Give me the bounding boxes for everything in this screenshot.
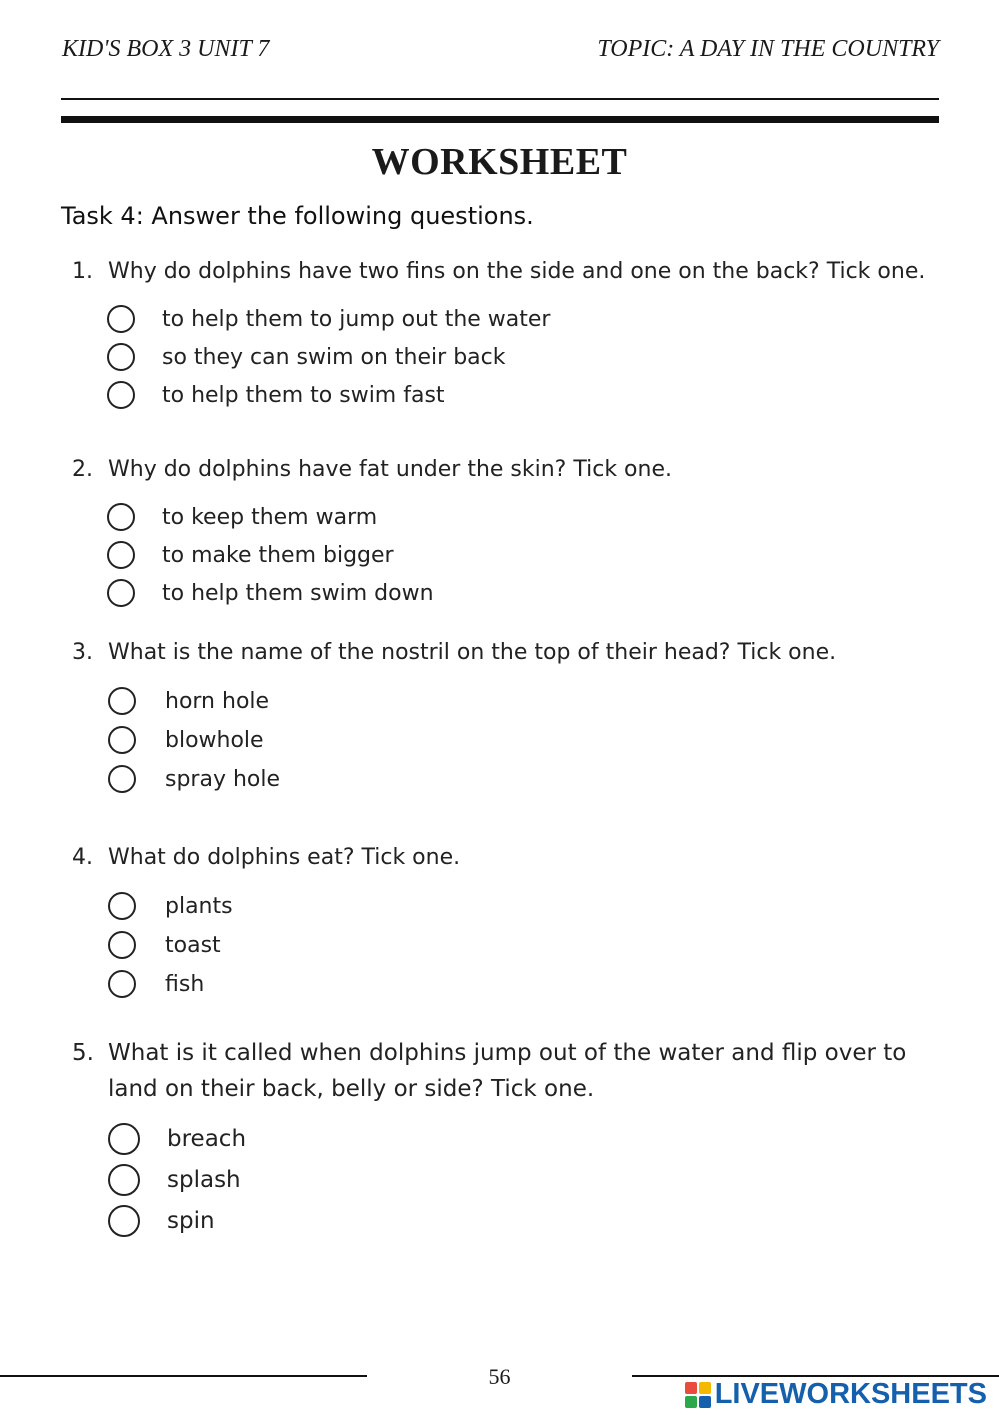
question-4 bbox=[72, 840, 952, 876]
option-label: to help them swim down bbox=[162, 580, 434, 606]
radio-circle-icon[interactable] bbox=[107, 305, 135, 333]
header-divider-thin bbox=[61, 98, 939, 100]
question-number: 3. bbox=[72, 640, 93, 665]
question-2 bbox=[72, 452, 952, 488]
q1-option-1[interactable] bbox=[107, 302, 550, 336]
radio-circle-icon[interactable] bbox=[108, 1164, 140, 1196]
task-instruction: Task 4: Answer the following questions. bbox=[61, 202, 534, 230]
option-label: to help them to jump out the water bbox=[162, 306, 551, 332]
q4-option-2[interactable] bbox=[108, 928, 221, 962]
option-label: to make them bigger bbox=[162, 542, 394, 568]
liveworksheets-logo-icon bbox=[685, 1382, 711, 1408]
radio-circle-icon[interactable] bbox=[108, 931, 136, 959]
q4-option-1[interactable] bbox=[108, 889, 233, 923]
q2-option-1[interactable] bbox=[107, 500, 377, 534]
option-label: splash bbox=[167, 1167, 241, 1193]
option-label: breach bbox=[167, 1126, 247, 1152]
question-text: What is it called when dolphins jump out of the water and flip over to land on their back, belly or side? Tick one. bbox=[108, 1040, 907, 1102]
brand-name: LIVEWORKSHEETS bbox=[714, 1378, 987, 1410]
option-label: toast bbox=[165, 932, 221, 958]
liveworksheets-brand[interactable] bbox=[685, 1378, 987, 1411]
header-divider-thick bbox=[61, 116, 939, 123]
option-label: to keep them warm bbox=[162, 504, 378, 530]
page-number: 56 bbox=[488, 1364, 511, 1389]
question-text: What is the name of the nostril on the top of their head? Tick one. bbox=[108, 640, 837, 665]
header-book-title: KID'S BOX 3 UNIT 7 bbox=[62, 36, 270, 62]
radio-circle-icon[interactable] bbox=[107, 503, 135, 531]
q5-option-2[interactable] bbox=[108, 1163, 241, 1197]
q1-option-2[interactable] bbox=[107, 340, 505, 374]
radio-circle-icon[interactable] bbox=[108, 1205, 140, 1237]
question-text: Why do dolphins have two fins on the side and one on the back? Tick one. bbox=[108, 259, 926, 284]
option-label: to help them to swim fast bbox=[162, 382, 445, 408]
radio-circle-icon[interactable] bbox=[108, 892, 136, 920]
question-3 bbox=[72, 635, 952, 671]
question-text: Why do dolphins have fat under the skin? Tick one. bbox=[108, 457, 672, 482]
radio-circle-icon[interactable] bbox=[108, 726, 136, 754]
q5-option-3[interactable] bbox=[108, 1204, 215, 1238]
option-label: plants bbox=[165, 893, 233, 919]
radio-circle-icon[interactable] bbox=[107, 541, 135, 569]
radio-circle-icon[interactable] bbox=[107, 381, 135, 409]
radio-circle-icon[interactable] bbox=[107, 343, 135, 371]
radio-circle-icon[interactable] bbox=[108, 1123, 140, 1155]
q2-option-2[interactable] bbox=[107, 538, 394, 572]
question-number: 2. bbox=[72, 457, 93, 482]
q3-option-1[interactable] bbox=[108, 684, 269, 718]
header-topic: TOPIC: A DAY IN THE COUNTRY bbox=[597, 36, 939, 62]
radio-circle-icon[interactable] bbox=[108, 765, 136, 793]
radio-circle-icon[interactable] bbox=[108, 970, 136, 998]
question-number: 1. bbox=[72, 259, 93, 284]
q1-option-3[interactable] bbox=[107, 378, 445, 412]
option-label: so they can swim on their back bbox=[162, 344, 506, 370]
question-text: What do dolphins eat? Tick one. bbox=[108, 845, 461, 870]
radio-circle-icon[interactable] bbox=[108, 687, 136, 715]
q5-option-1[interactable] bbox=[108, 1122, 246, 1156]
option-label: blowhole bbox=[165, 727, 264, 753]
option-label: fish bbox=[165, 971, 205, 997]
page-title: WORKSHEET bbox=[371, 141, 628, 183]
question-5 bbox=[72, 1035, 952, 1107]
option-label: horn hole bbox=[165, 688, 270, 714]
q2-option-3[interactable] bbox=[107, 576, 434, 610]
question-number: 5. bbox=[72, 1040, 94, 1066]
q4-option-3[interactable] bbox=[108, 967, 204, 1001]
q3-option-3[interactable] bbox=[108, 762, 280, 796]
option-label: spin bbox=[167, 1208, 215, 1234]
q3-option-2[interactable] bbox=[108, 723, 264, 757]
option-label: spray hole bbox=[165, 766, 281, 792]
question-number: 4. bbox=[72, 845, 93, 870]
radio-circle-icon[interactable] bbox=[107, 579, 135, 607]
question-1 bbox=[72, 254, 952, 290]
